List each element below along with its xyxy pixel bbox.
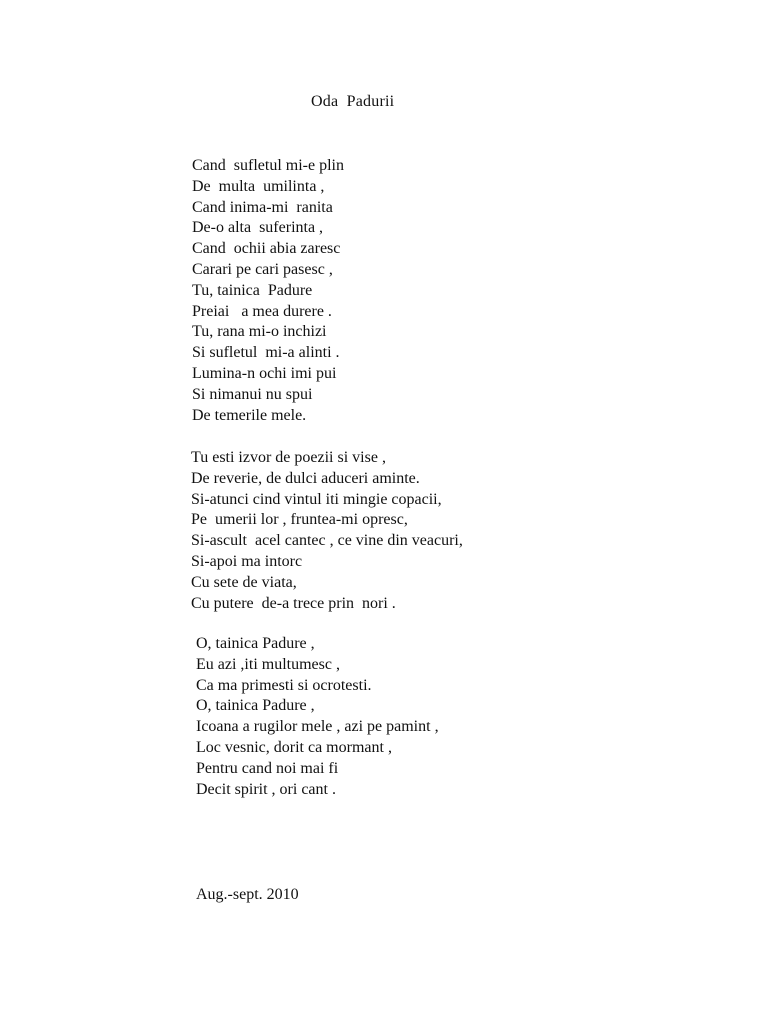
poem-line: Eu azi ,iti multumesc , — [196, 655, 340, 673]
poem-line: De-o alta suferinta , — [192, 219, 324, 237]
poem-line: Si-atunci cind vintul iti mingie copacii, — [191, 490, 442, 508]
poem-line: Loc vesnic, dorit ca mormant , — [196, 738, 392, 756]
poem-line: Si-ascult acel cantec , ce vine din veacuri, — [191, 532, 463, 550]
poem-date: Aug.-sept. 2010 — [196, 886, 299, 903]
poem-line: Pentru cand noi mai fi — [196, 759, 339, 777]
poem-line: O, tainica Padure , — [196, 635, 315, 652]
poem-stanza — [191, 448, 463, 614]
poem-line: O, tainica Padure , — [196, 697, 315, 715]
poem-stanza — [192, 156, 344, 426]
poem-line: Icoana a rugilor mele , azi pe pamint , — [196, 718, 439, 736]
poem-line: Cand ochii abia zaresc — [192, 240, 341, 258]
poem-line: Si sufletul mi-a alinti . — [192, 344, 340, 362]
poem-line: Pe umerii lor , fruntea-mi opresc, — [191, 511, 408, 529]
poem-line: Cand sufletul mi-e plin — [192, 157, 344, 174]
poem-line: Tu esti izvor de poezii si vise , — [191, 449, 386, 466]
poem-line: Si-apoi ma intorc — [191, 552, 303, 570]
poem-line: Decit spirit , ori cant . — [196, 780, 336, 798]
poem-line: Carari pe cari pasesc , — [192, 260, 333, 278]
poem-line: Preiai a mea durere . — [192, 302, 332, 320]
poem-line: Cu putere de-a trece prin nori . — [191, 594, 396, 612]
poem-line: Si nimanui nu spui — [192, 385, 313, 403]
poem-line: Tu, rana mi-o inchizi — [192, 323, 327, 341]
poem-line: Lumina-n ochi imi pui — [192, 364, 337, 382]
poem-line: De reverie, de dulci aduceri aminte. — [191, 469, 420, 487]
poem-line: Tu, tainica Padure — [192, 281, 313, 299]
poem-line: Cu sete de viata, — [191, 573, 297, 591]
poem-line: De temerile mele. — [192, 406, 307, 424]
poem-stanza — [196, 634, 439, 800]
poem-line: Ca ma primesti si ocrotesti. — [196, 676, 372, 694]
poem-line: De multa umilinta , — [192, 177, 325, 195]
poem-line: Cand inima-mi ranita — [192, 198, 333, 216]
poem-title: Oda Padurii — [311, 93, 395, 110]
